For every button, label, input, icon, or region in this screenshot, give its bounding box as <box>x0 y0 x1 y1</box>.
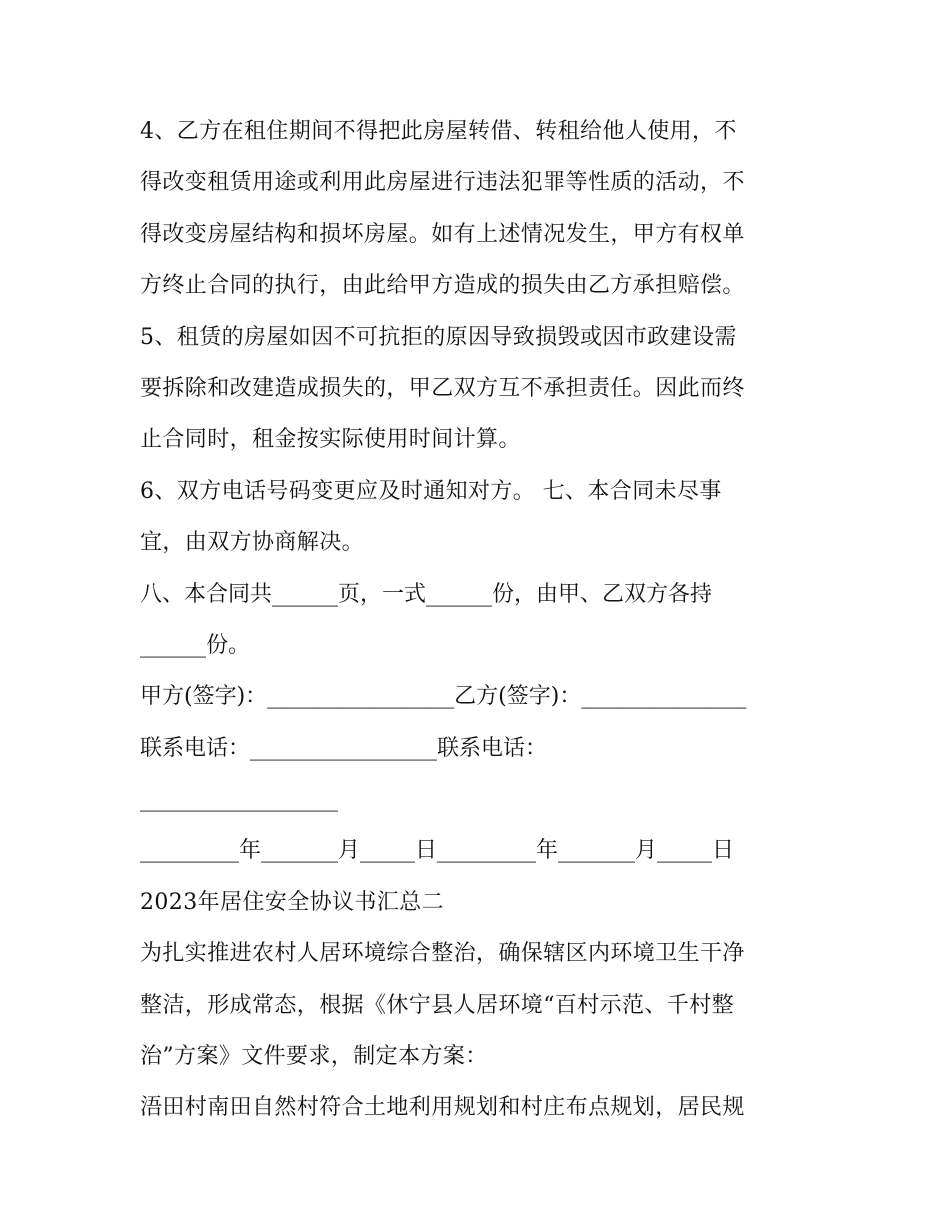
section-title: 2023年居住安全协议书汇总二 <box>140 889 444 915</box>
date-line: _________年_______月_____日_________年_______月_____日 <box>140 838 735 864</box>
text-line: 治”方案》文件要求，制定本方案： <box>140 1044 488 1070</box>
text-line: 八、本合同共______页，一式______份，由甲、乙双方各持 <box>140 581 713 607</box>
phone-blank-line: __________________ <box>140 787 338 813</box>
text-line: 整洁，形成常态，根据《休宁县人居环境“百村示范、千村整 <box>140 992 735 1018</box>
text-line: 宜，由双方协商解决。 <box>140 530 365 556</box>
text-line: 浯田村南田自然村符合土地利用规划和村庄布点规划，居民规 <box>140 1095 745 1121</box>
text-line: 得改变房屋结构和损坏房屋。如有上述情况发生，甲方有权单 <box>140 221 745 247</box>
text-line: ______份。 <box>140 632 251 658</box>
text-line: 止合同时，租金按实际使用时间计算。 <box>140 427 521 453</box>
signature-line-party-a-b: 甲方(签字)：_________________乙方(签字)：_______________ <box>140 684 747 710</box>
text-line: 4、乙方在租住期间不得把此房屋转借、转租给他人使用，不 <box>140 119 737 144</box>
text-line: 得改变租赁用途或利用此房屋进行违法犯罪等性质的活动，不 <box>140 170 745 196</box>
text-line: 6、双方电话号码变更应及时通知对方。 七、本合同未尽事 <box>140 478 722 504</box>
text-line: 5、租赁的房屋如因不可抗拒的原因导致损毁或因市政建设需 <box>140 324 737 350</box>
phone-line: 联系电话：_________________联系电话： <box>140 735 548 761</box>
text-line: 为扎实推进农村人居环境综合整治，确保辖区内环境卫生干净 <box>140 941 745 967</box>
text-line: 要拆除和改建造成损失的，甲乙双方互不承担责任。因此而终 <box>140 375 745 401</box>
text-line: 方终止合同的执行，由此给甲方造成的损失由乙方承担赔偿。 <box>140 273 745 299</box>
document-page <box>140 106 830 1134</box>
